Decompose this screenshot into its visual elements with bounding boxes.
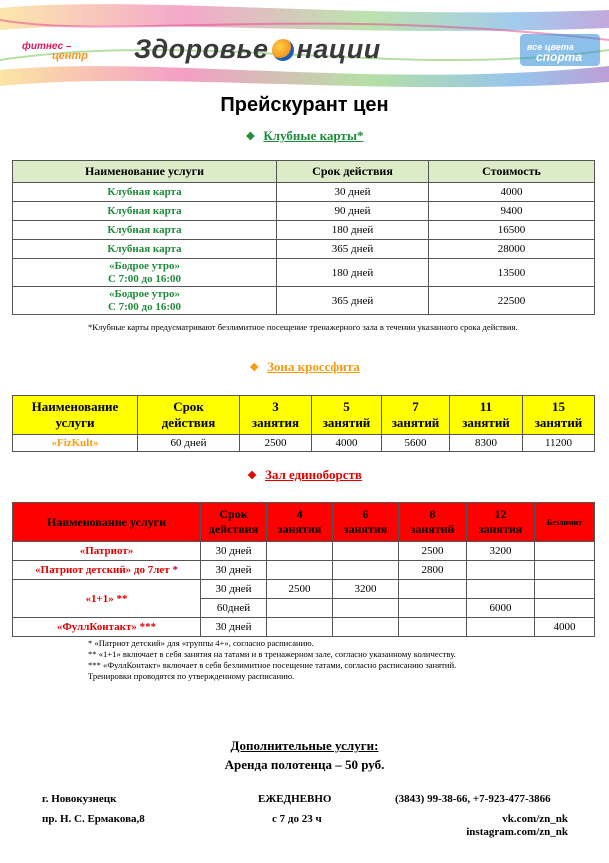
column-header: 7 занятий	[382, 396, 450, 435]
crossfit-table	[12, 395, 595, 452]
term-cell: 365 дней	[277, 287, 429, 315]
extra-service-item: Аренда полотенца – 50 руб.	[224, 757, 385, 772]
column-header: 11 занятий	[450, 396, 523, 435]
term-cell: 30 дней	[201, 542, 267, 561]
price-cell: 4000	[429, 183, 595, 202]
table-row	[13, 618, 595, 637]
price-cell	[467, 580, 535, 599]
term-cell: 90 дней	[277, 202, 429, 221]
price-cell	[467, 561, 535, 580]
footer-schedule-hours: с 7 до 23 ч	[272, 813, 322, 825]
service-name-line2: С 7:00 до 16:00	[107, 300, 182, 313]
term-cell: 365 дней	[277, 240, 429, 259]
price-cell	[535, 599, 595, 618]
price-cell: 11200	[523, 435, 595, 452]
service-name: «1+1» **	[13, 580, 201, 618]
price-cell	[267, 542, 333, 561]
price-cell	[399, 618, 467, 637]
service-name	[13, 259, 277, 287]
service-name: «FizKult»	[13, 435, 138, 452]
table-row	[13, 580, 595, 599]
footer-instagram-link[interactable]: instagram.com/zn_nk	[466, 826, 568, 838]
club-section-heading: ❖ Клубные карты*	[245, 128, 364, 143]
footnote-line: * «Патриот детский» для «группы 4+», согласно расписанию.	[88, 638, 314, 648]
price-cell	[333, 561, 399, 580]
crossfit-section-heading: ❖ Зона кроссфита	[249, 359, 360, 374]
right-tagline-line1: все цвета	[527, 42, 574, 52]
diamond-bullet-icon: ❖	[247, 470, 257, 482]
footer-schedule-days: ЕЖЕДНЕВНО	[258, 793, 332, 805]
price-cell	[535, 580, 595, 599]
footer-phones: (3843) 99-38-66, +7-923-477-3866	[395, 793, 551, 805]
column-header: Стоимость	[429, 161, 595, 183]
column-header: 5 занятий	[312, 396, 382, 435]
runner-ball-icon	[272, 39, 294, 61]
footnote-line: ** «1+1» включает в себя занятия на татами и в тренажерном зале, согласно указанному количеству.	[88, 649, 456, 659]
price-cell: 4000	[535, 618, 595, 637]
price-cell: 2800	[399, 561, 467, 580]
price-cell: 8300	[450, 435, 523, 452]
term-cell: 60 дней	[138, 435, 240, 452]
price-cell: 2500	[240, 435, 312, 452]
price-cell	[267, 618, 333, 637]
price-cell: 6000	[467, 599, 535, 618]
term-cell: 180 дней	[277, 221, 429, 240]
price-cell: 3200	[333, 580, 399, 599]
price-cell: 2500	[267, 580, 333, 599]
column-header: 12 занятия	[467, 503, 535, 542]
service-name	[13, 287, 277, 315]
table-header-row	[13, 396, 595, 435]
left-tagline-line1: фитнес –	[22, 41, 72, 52]
diamond-bullet-icon: ❖	[245, 131, 256, 143]
column-header: 3 занятия	[240, 396, 312, 435]
service-name: «Патриот»	[13, 542, 201, 561]
term-cell: 30 дней	[277, 183, 429, 202]
table-row	[13, 561, 595, 580]
footer-vk-link[interactable]: vk.com/zn_nk	[502, 813, 568, 825]
price-cell: 13500	[429, 259, 595, 287]
table-row	[13, 183, 595, 202]
term-cell: 60дней	[201, 599, 267, 618]
term-cell: 30 дней	[201, 580, 267, 599]
term-cell: 30 дней	[201, 618, 267, 637]
table-row	[13, 435, 595, 452]
footer-city: г. Новокузнецк	[42, 793, 117, 805]
column-header: 8 занятий	[399, 503, 467, 542]
right-tagline-line2: спорта	[536, 50, 583, 64]
martial-arts-table	[12, 502, 595, 637]
footnote-line: *** «ФуллКонтакт» включает в себя безлимитное посещение татами, согласно расписанию занятий.	[88, 660, 457, 670]
column-header: Наименование услуги	[13, 396, 138, 435]
price-cell	[535, 542, 595, 561]
column-header: 4 занятия	[267, 503, 333, 542]
martial-section-heading: ❖ Зал единоборств	[247, 467, 362, 482]
price-cell	[267, 561, 333, 580]
extra-services-heading: Дополнительные услуги:	[230, 738, 379, 753]
column-header: Срок действия	[138, 396, 240, 435]
price-cell: 9400	[429, 202, 595, 221]
column-header: Наименование услуги	[13, 503, 201, 542]
service-name: «Патриот детский» до 7лет *	[13, 561, 201, 580]
column-header: 6 занятия	[333, 503, 399, 542]
service-name: Клубная карта	[13, 183, 277, 202]
brand-word-1: Здоровье	[134, 34, 269, 64]
price-cell	[535, 561, 595, 580]
price-cell: 22500	[429, 287, 595, 315]
club-cards-table	[12, 160, 595, 315]
price-cell	[333, 599, 399, 618]
price-cell	[333, 618, 399, 637]
service-name: Клубная карта	[13, 202, 277, 221]
martial-footnotes	[88, 638, 588, 682]
column-header: 15 занятий	[523, 396, 595, 435]
service-name: «ФуллКонтакт» ***	[13, 618, 201, 637]
service-name-line2: С 7:00 до 16:00	[107, 272, 182, 285]
club-footnote: *Клубные карты предусматривают безлимитное посещение тренажерного зала в течении указанного срока действия.	[88, 322, 518, 332]
price-cell	[333, 542, 399, 561]
table-row	[13, 287, 595, 315]
service-name: Клубная карта	[13, 240, 277, 259]
service-name-line1: «Бодрое утро»	[109, 287, 180, 300]
price-cell: 2500	[399, 542, 467, 561]
price-cell: 4000	[312, 435, 382, 452]
price-cell: 28000	[429, 240, 595, 259]
price-cell: 5600	[382, 435, 450, 452]
table-header-row	[13, 503, 595, 542]
table-row	[13, 221, 595, 240]
table-row	[13, 202, 595, 221]
service-name: Клубная карта	[13, 221, 277, 240]
table-row	[13, 259, 595, 287]
price-cell	[267, 599, 333, 618]
column-header: Срок действия	[277, 161, 429, 183]
diamond-bullet-icon: ❖	[249, 362, 260, 374]
term-cell: 30 дней	[201, 561, 267, 580]
footer-address: пр. Н. С. Ермакова,8	[42, 813, 145, 825]
price-cell	[399, 599, 467, 618]
price-cell	[467, 618, 535, 637]
brand-word-2: нации	[296, 34, 381, 64]
term-cell: 180 дней	[277, 259, 429, 287]
table-row	[13, 240, 595, 259]
header-banner	[0, 0, 609, 88]
table-header-row	[13, 161, 595, 183]
column-header: Безлимит	[535, 503, 595, 542]
brand-logo	[134, 34, 381, 65]
column-header: Наименование услуги	[13, 161, 277, 183]
price-cell	[399, 580, 467, 599]
footnote-line: Тренировки проводятся по утвержденному расписанию.	[88, 671, 295, 681]
left-tagline-line2: центр	[52, 50, 88, 62]
table-row	[13, 542, 595, 561]
service-name-line1: «Бодрое утро»	[109, 259, 180, 272]
price-cell: 16500	[429, 221, 595, 240]
page-title: Прейскурант цен	[220, 94, 389, 116]
price-cell: 3200	[467, 542, 535, 561]
column-header: Срок действия	[201, 503, 267, 542]
